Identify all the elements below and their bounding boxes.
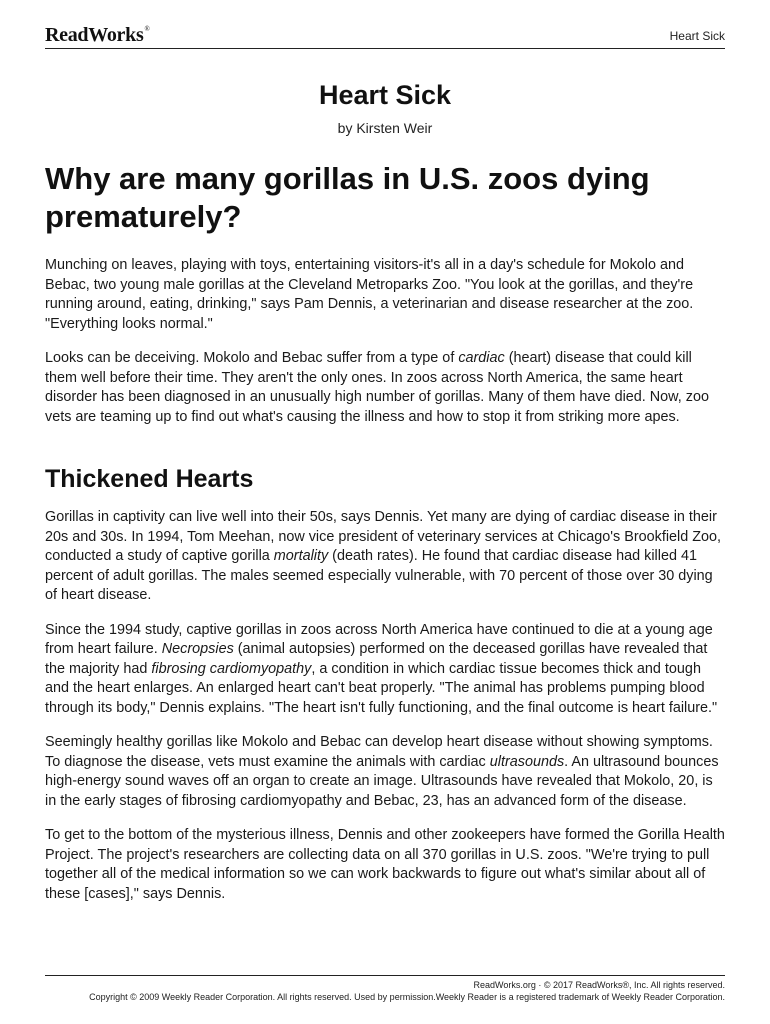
paragraph-2 <box>45 349 725 427</box>
vocab-term: cardiac <box>458 350 505 366</box>
footer-copyright-weekly-reader: Copyright © 2009 Weekly Reader Corporation. All rights reserved. Used by permission.Weekly Reader is a registered trademark of Weekly Reader Corporation. <box>89 992 725 1002</box>
paragraph-text: (heart) disease that could kill them well before their time. They aren't the only ones. In zoos across North America, the same heart disorder has been diagnosed in an unusually high number of gorillas. Many of them have died. Now, zoo vets are teaming up to find out what's causing the illness and how to stop it from striking more apes. <box>45 350 709 425</box>
vocab-term: mortality <box>273 548 329 564</box>
page-header <box>45 22 725 49</box>
paragraph-5 <box>45 733 725 811</box>
paragraph-text: . An ultrasound bounces high-energy sound waves off an organ to create an image. Ultrasounds have revealed that Mokolo, 20, is in the early stages of fibrosing cardiomyopathy and Bebac, 23, has an advanced form of the disease. <box>45 753 719 809</box>
paragraph-3 <box>45 508 725 606</box>
header-title: Heart Sick <box>669 29 725 43</box>
paragraph-text: Gorillas in captivity can live well into their 50s, says Dennis. Yet many are dying of cardiac disease in their 20s and 30s. In 1994, Tom Meehan, now vice president of veterinary services at Chicago's Brookfield Zoo, conducted a study of captive gorilla <box>45 509 722 564</box>
paragraph-text: Since the 1994 study, captive gorillas in zoos across North America have continued to die at a young age from heart failure. <box>45 621 713 657</box>
section-heading: Thickened Hearts <box>45 465 254 493</box>
paragraph-text: (death rates). He found that cardiac disease had killed 41 percent of adult gorillas. The males seemed especially vulnerable, with 70 percent of those over 30 dying of heart disease. <box>45 548 713 603</box>
article-byline: by Kirsten Weir <box>337 120 433 136</box>
page-footer <box>45 975 725 1002</box>
article-title: Heart Sick <box>318 80 452 110</box>
paragraph-4 <box>45 621 725 719</box>
vocab-term: Necropsies <box>161 641 234 657</box>
registered-mark: ® <box>144 25 150 33</box>
vocab-term: ultrasounds <box>489 753 565 770</box>
footer-copyright-readworks: ReadWorks.org · © 2017 ReadWorks®, Inc. All rights reserved. <box>473 980 725 990</box>
article-question-heading: Why are many gorillas in U.S. zoos dying prematurely? <box>45 161 650 234</box>
paragraph-text: (animal autopsies) performed on the deceased gorillas have revealed that the majority had <box>45 641 708 677</box>
paragraph-6: To get to the bottom of the mysterious illness, Dennis and other zookeepers have formed the Gorilla Health Project. The project's researchers are collecting data on all 370 gorillas in U.S. zoos. "We're trying to pull together all of the medical information so we can work backwards to figure out what's similar about all of these [cases]," says Dennis. <box>45 827 725 902</box>
paragraph-text: Seemingly healthy gorillas like Mokolo and Bebac can develop heart disease without showing symptoms. To diagnose the disease, vets must examine the animals with cardiac <box>45 734 713 770</box>
article-body <box>45 160 725 904</box>
paragraph-1: Munching on leaves, playing with toys, entertaining visitors-it's all in a day's schedule for Mokolo and Bebac, two young male gorillas at the Cleveland Metroparks Zoo. "You look at the gorillas, and they're running around, eating, drinking," says Pam Dennis, a veterinarian and disease researcher at the zoo. "Everything looks normal." <box>45 257 694 332</box>
paragraph-text: , a condition in which cardiac tissue becomes thick and tough and the heart enlarges. An enlarged heart can't beat properly. "The animal has problems pumping blood through its body," Dennis explains. "The heart isn't fully functioning, and the final outcome is heart failure." <box>45 660 718 716</box>
paragraph-text: Looks can be deceiving. Mokolo and Bebac suffer from a type of <box>45 350 459 366</box>
logo-text: ReadWorks <box>45 24 144 46</box>
vocab-term: fibrosing cardiomyopathy <box>151 660 312 677</box>
readworks-logo <box>45 24 149 47</box>
